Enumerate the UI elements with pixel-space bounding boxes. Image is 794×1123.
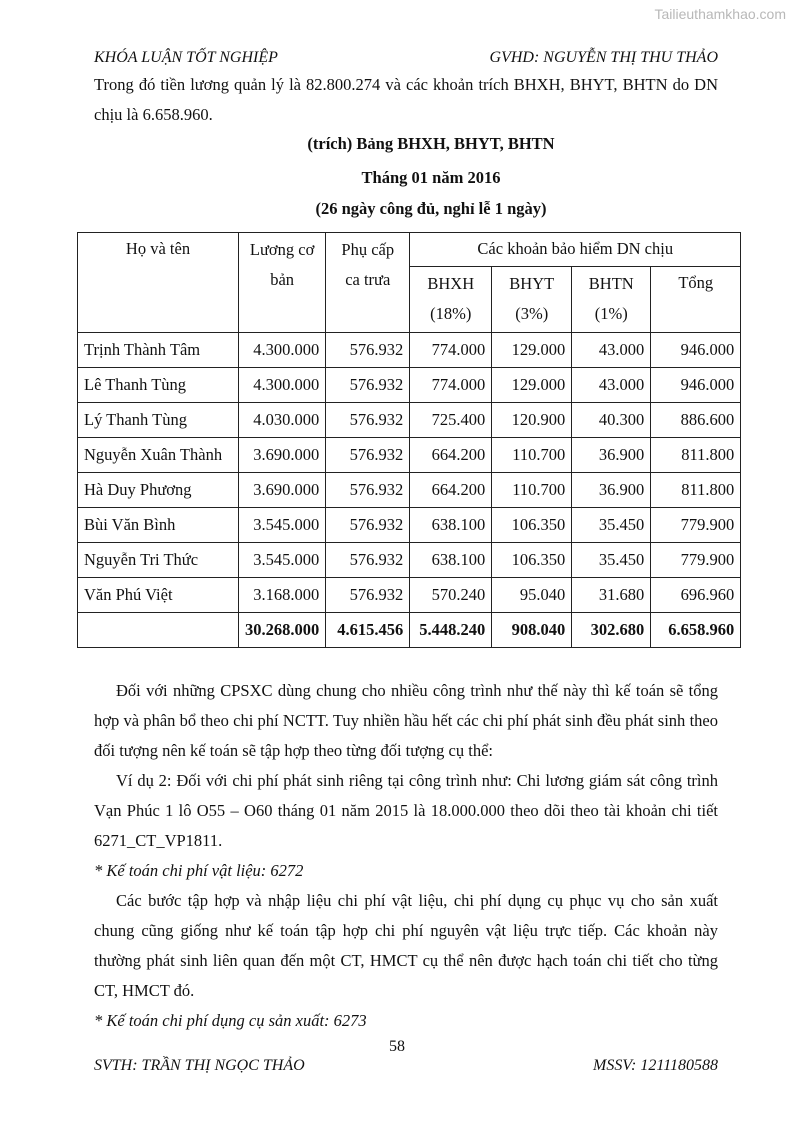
cell-salary: 3.168.000 bbox=[239, 578, 326, 613]
cell-bhxh: 774.000 bbox=[410, 368, 492, 403]
cell-total: 946.000 bbox=[651, 333, 741, 368]
totals-bhtn: 302.680 bbox=[572, 613, 651, 648]
cell-total: 811.800 bbox=[651, 473, 741, 508]
cell-salary: 4.300.000 bbox=[239, 368, 326, 403]
cell-name: Văn Phú Việt bbox=[78, 578, 239, 613]
table-subtitle-days: (26 ngày công đủ, nghỉ lễ 1 ngày) bbox=[315, 199, 547, 218]
header-insurance-group: Các khoản bảo hiểm DN chịu bbox=[410, 233, 741, 267]
header-right: GVHD: NGUYỄN THỊ THU THẢO bbox=[489, 49, 718, 66]
heading-material-cost: * Kế toán chi phí vật liệu: 6272 bbox=[94, 861, 304, 880]
header-bhtn-rate: (1%) bbox=[594, 304, 628, 323]
cell-bhtn: 36.900 bbox=[572, 473, 651, 508]
table-row bbox=[78, 473, 741, 508]
cell-bhxh: 638.100 bbox=[410, 508, 492, 543]
cell-name: Nguyễn Xuân Thành bbox=[78, 438, 239, 473]
header-bhyt-rate: (3%) bbox=[515, 304, 549, 323]
cell-total: 696.960 bbox=[651, 578, 741, 613]
watermark: Tailieuthamkhao.com bbox=[654, 6, 786, 22]
cell-name: Bùi Văn Bình bbox=[78, 508, 239, 543]
totals-total: 6.658.960 bbox=[651, 613, 741, 648]
paragraph-allocation: Đối với những CPSXC dùng chung cho nhiều công trình như thế này thì kế toán sẽ tổng hợp và phân bổ theo chi phí NCTT. Tuy nhiền hầu hết các chi phí phát sinh đều phát sinh theo đối tượng nên kế toán sẽ tập hợp theo từng đối tượng cụ thể: bbox=[94, 681, 718, 760]
header-salary: Lương cơ bản bbox=[239, 233, 326, 333]
cell-total: 886.600 bbox=[651, 403, 741, 438]
cell-bhyt: 129.000 bbox=[492, 368, 572, 403]
cell-bhxh: 664.200 bbox=[410, 438, 492, 473]
cell-bhyt: 120.900 bbox=[492, 403, 572, 438]
cell-allowance: 576.932 bbox=[326, 333, 410, 368]
table-row bbox=[78, 333, 741, 368]
cell-allowance: 576.932 bbox=[326, 368, 410, 403]
cell-allowance: 576.932 bbox=[326, 473, 410, 508]
cell-bhtn: 35.450 bbox=[572, 508, 651, 543]
totals-salary: 30.268.000 bbox=[239, 613, 326, 648]
totals-allowance: 4.615.456 bbox=[326, 613, 410, 648]
cell-bhyt: 95.040 bbox=[492, 578, 572, 613]
footer-left: SVTH: TRẦN THỊ NGỌC THẢO bbox=[94, 1057, 305, 1074]
cell-salary: 3.690.000 bbox=[239, 438, 326, 473]
cell-name: Lê Thanh Tùng bbox=[78, 368, 239, 403]
table-row bbox=[78, 543, 741, 578]
header-bhyt-label: BHYT bbox=[509, 274, 555, 293]
header-total: Tổng bbox=[651, 267, 741, 333]
totals-bhxh: 5.448.240 bbox=[410, 613, 492, 648]
cell-bhtn: 40.300 bbox=[572, 403, 651, 438]
header-bhxh-rate: (18%) bbox=[430, 304, 472, 323]
cell-salary: 3.545.000 bbox=[239, 543, 326, 578]
cell-bhyt: 110.700 bbox=[492, 473, 572, 508]
header-bhxh bbox=[410, 267, 492, 333]
insurance-table bbox=[77, 232, 741, 648]
cell-allowance: 576.932 bbox=[326, 508, 410, 543]
cell-bhxh: 638.100 bbox=[410, 543, 492, 578]
table-row bbox=[78, 368, 741, 403]
table-row bbox=[78, 578, 741, 613]
cell-bhyt: 106.350 bbox=[492, 508, 572, 543]
totals-row bbox=[78, 613, 741, 648]
cell-bhtn: 35.450 bbox=[572, 543, 651, 578]
header-allowance: Phụ cấp ca trưa bbox=[326, 233, 410, 333]
cell-bhtn: 31.680 bbox=[572, 578, 651, 613]
page-number: 58 bbox=[389, 1038, 405, 1055]
footer-right: MSSV: 1211180588 bbox=[592, 1057, 718, 1074]
table-title: (trích) Bảng BHXH, BHYT, BHTN bbox=[307, 134, 555, 153]
cell-name: Lý Thanh Tùng bbox=[78, 403, 239, 438]
paragraph-material-steps: Các bước tập hợp và nhập liệu chi phí vật liệu, chi phí dụng cụ phục vụ cho sản xuất chung cũng giống như kế toán tập hợp chi phí nguyên vật liệu trực tiếp. Các khoản này thường phát sinh liên quan đến một CT, HMCT cụ thể nên được hạch toán chi tiết cho từng CT, HMCT đó. bbox=[94, 891, 718, 1000]
header-bhtn-label: BHTN bbox=[588, 274, 634, 293]
cell-allowance: 576.932 bbox=[326, 578, 410, 613]
heading-tool-cost: * Kế toán chi phí dụng cụ sản xuất: 6273 bbox=[94, 1011, 367, 1030]
paragraph-example-2: Ví dụ 2: Đối với chi phí phát sinh riêng tại công trình như: Chi lương giám sát công trình Vạn Phúc 1 lô O55 – O60 tháng 01 năm 2015 là 18.000.000 theo dõi theo tài khoản chi tiết 6271_CT_VP1811. bbox=[94, 771, 718, 850]
table-subtitle-month: Tháng 01 năm 2016 bbox=[361, 168, 501, 187]
cell-name: Trịnh Thành Tâm bbox=[78, 333, 239, 368]
table-row bbox=[78, 508, 741, 543]
cell-bhyt: 106.350 bbox=[492, 543, 572, 578]
header-bhtn bbox=[572, 267, 651, 333]
cell-total: 811.800 bbox=[651, 438, 741, 473]
header-bhyt bbox=[492, 267, 572, 333]
header-left: KHÓA LUẬN TỐT NGHIỆP bbox=[94, 49, 278, 66]
cell-name: Hà Duy Phương bbox=[78, 473, 239, 508]
cell-salary: 3.690.000 bbox=[239, 473, 326, 508]
cell-salary: 4.030.000 bbox=[239, 403, 326, 438]
cell-bhtn: 43.000 bbox=[572, 368, 651, 403]
cell-bhyt: 110.700 bbox=[492, 438, 572, 473]
totals-bhyt: 908.040 bbox=[492, 613, 572, 648]
cell-salary: 3.545.000 bbox=[239, 508, 326, 543]
table-row bbox=[78, 403, 741, 438]
totals-label bbox=[78, 613, 239, 648]
cell-bhxh: 570.240 bbox=[410, 578, 492, 613]
cell-bhyt: 129.000 bbox=[492, 333, 572, 368]
cell-salary: 4.300.000 bbox=[239, 333, 326, 368]
cell-name: Nguyễn Tri Thức bbox=[78, 543, 239, 578]
intro-paragraph: Trong đó tiền lương quản lý là 82.800.274 và các khoản trích BHXH, BHYT, BHTN do DN chịu là 6.658.960. bbox=[94, 75, 718, 124]
cell-bhtn: 36.900 bbox=[572, 438, 651, 473]
cell-allowance: 576.932 bbox=[326, 543, 410, 578]
cell-bhxh: 725.400 bbox=[410, 403, 492, 438]
cell-bhxh: 774.000 bbox=[410, 333, 492, 368]
cell-total: 946.000 bbox=[651, 368, 741, 403]
cell-bhxh: 664.200 bbox=[410, 473, 492, 508]
body-paragraphs bbox=[94, 676, 718, 1036]
cell-total: 779.900 bbox=[651, 508, 741, 543]
cell-bhtn: 43.000 bbox=[572, 333, 651, 368]
cell-total: 779.900 bbox=[651, 543, 741, 578]
page-footer bbox=[94, 1057, 718, 1075]
header-bhxh-label: BHXH bbox=[427, 274, 475, 293]
page-header bbox=[94, 49, 718, 67]
table-row bbox=[78, 438, 741, 473]
cell-allowance: 576.932 bbox=[326, 403, 410, 438]
cell-allowance: 576.932 bbox=[326, 438, 410, 473]
header-name: Họ và tên bbox=[78, 233, 239, 333]
